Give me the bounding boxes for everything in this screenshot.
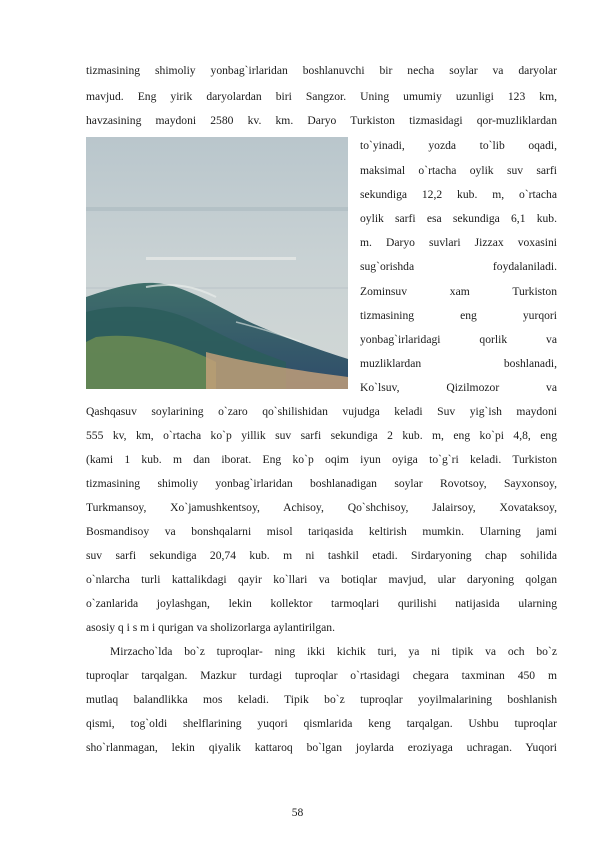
text-line: havzasining maydoni 2580 kv. km. Daryo Turkiston tizmasidagi qor-muzliklardan [86, 114, 557, 127]
text-line: (kami 1 kub. m dan iborat. Eng ko`p oqim iyun oyiga to`g`ri keladi. Turkiston [86, 453, 557, 466]
text-line: Ko`lsuv, Qizilmozor va [360, 381, 557, 394]
text-line: asosiy q i s m i qurigan va sholizorlarga aylantirilgan. [86, 621, 335, 634]
text-line: Bosmandisoy va bonshqalarni misol tariqasida keltirish mumkin. Ularning jami [86, 525, 557, 538]
text-line: sekundiga 12,2 kub. m, o`rtacha [360, 188, 557, 201]
text-line: mavjud. Eng yirik daryolardan biri Sangzor. Uning umumiy uzunligi 123 km, [86, 90, 557, 103]
text-line: suv sarfi sekundiga 20,74 kub. m ni tashkil etadi. Sirdaryoning chap sohilida [86, 549, 557, 562]
text-line: mutlaq balandlikka mos keladi. Tipik bo`z tuproqlar yoyilmalarining boshlanish [86, 693, 557, 706]
landscape-painting [86, 137, 348, 389]
text-line: oylik sarfi esa sekundiga 6,1 kub. [360, 212, 557, 225]
text-line: Mirzacho`lda bo`z tuproqlar- ning ikki kichik turi, ya ni tipik va och bo`z [110, 645, 557, 658]
text-line: to`yinadi, yozda to`lib oqadi, [360, 139, 557, 152]
text-line: tizmasining eng yurqori [360, 309, 557, 322]
text-line: muzliklardan boshlanadi, [360, 357, 557, 370]
text-line: m. Daryo suvlari Jizzax voxasini [360, 236, 557, 249]
text-line: tuproqlar tarqalgan. Mazkur turdagi tuproqlar o`rtasidagi chegara taxminan 450 m [86, 669, 557, 682]
text-line: 555 kv, km, o`rtacha ko`p yillik suv sarfi sekundiga 2 kub. m, eng ko`pi 4,8, eng [86, 429, 557, 442]
text-line: sho`rlanmagan, lekin qiyalik kattaroq bo`lgan joylarda eroziyaga uchragan. Yuqori [86, 741, 557, 754]
text-line: maksimal o`rtacha oylik suv sarfi [360, 164, 557, 177]
text-line: o`nlarcha turli kattalikdagi qayir ko`llari va botiqlar mavjud, ular daryoning qolgan [86, 573, 557, 586]
text-line: sug`orishda foydalaniladi. [360, 260, 557, 273]
text-line: Qashqasuv soylarining o`zaro qo`shilishidan vujudga keladi Suv yig`ish maydoni [86, 405, 557, 418]
text-line: qismi, tog`oldi shelflarining yuqori qismlarida keng tarqalgan. Ushbu tuproqlar [86, 717, 557, 730]
text-line: yonbag`irlaridagi qorlik va [360, 333, 557, 346]
text-line: o`zanlarida joylashgan, lekin kollektor tarmoqlari qurilishi natijasida ularning [86, 597, 557, 610]
text-line: tizmasining shimoliy yonbag`irlaridan boshlanuvchi bir necha soylar va daryolar [86, 64, 557, 77]
text-line: tizmasining shimoliy yonbag`irlaridan boshlanadigan soylar Rovotsoy, Sayxonsoy, [86, 477, 557, 490]
text-line: Zominsuv xam Turkiston [360, 285, 557, 298]
page-number: 58 [291, 806, 304, 819]
text-line: Turkmansoy, Xo`jamushkentsoy, Achisoy, Qo`shchisoy, Jalairsoy, Xovataksoy, [86, 501, 557, 514]
